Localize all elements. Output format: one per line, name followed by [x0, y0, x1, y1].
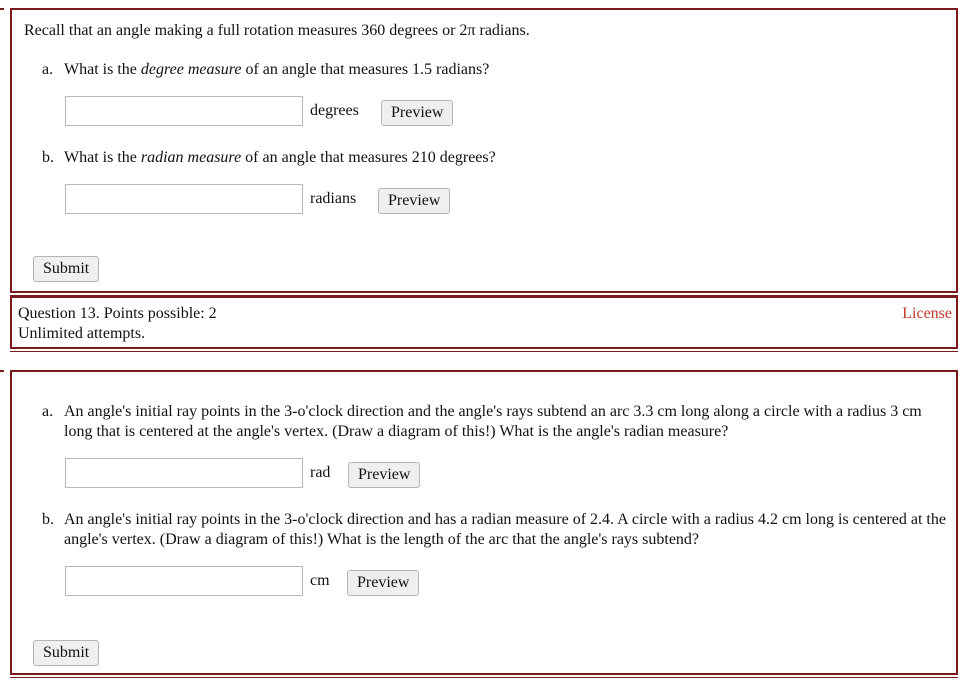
- license-link[interactable]: License: [902, 305, 952, 322]
- question-12-intro: Recall that an angle making a full rotation measures 360 degrees or 2π radians.: [24, 22, 530, 39]
- submit-button-12[interactable]: Submit: [33, 256, 99, 282]
- radians-unit-label: radians: [310, 190, 357, 207]
- preview-button-12a[interactable]: Preview: [381, 100, 453, 126]
- submit-button-13[interactable]: Submit: [33, 640, 99, 666]
- question-13-attempts: Unlimited attempts.: [18, 325, 146, 342]
- arc-length-input[interactable]: [65, 566, 303, 596]
- question-13-header: [10, 296, 958, 349]
- question-marker: [0, 8, 4, 10]
- preview-button-12b[interactable]: Preview: [378, 188, 450, 214]
- cm-unit-label: cm: [310, 572, 330, 589]
- preview-button-13a[interactable]: Preview: [348, 462, 420, 488]
- question-12-panel: Recall that an angle making a full rotation measures 360 degrees or 2π radians. a. What is the degree measure of an angle that measures 1.5 radians? degrees Preview b. What is the radian measure of an angle that measures 210 degrees? radians Preview Submit: [10, 8, 958, 293]
- radian-measure-input[interactable]: [65, 458, 303, 488]
- rad-unit-label: rad: [310, 464, 331, 481]
- question-13-title: Question 13. Points possible: 2: [18, 305, 217, 322]
- question-13-panel: a. An angle's initial ray points in the 3-o'clock direction and the angle's rays subtend an arc 3.3 cm long along a circle with a radius 3 cm long that is centered at the angle's vertex. (Draw a diagram of this!) What is the angle's radian measure? rad Preview b. An angle's initial ray points in the 3-o'clock direction and has a radian measure of 2.4. A circle with a radius 4.2 cm long is centered at the angle's vertex. (Draw a diagram of this!) What is the length of the arc that the angle's rays subtend? cm Preview Submit: [10, 370, 958, 675]
- question-marker: [0, 370, 4, 372]
- degrees-unit-label: degrees: [310, 102, 359, 119]
- radians-answer-input[interactable]: [65, 184, 303, 214]
- preview-button-13b[interactable]: Preview: [347, 570, 419, 596]
- degrees-answer-input[interactable]: [65, 96, 303, 126]
